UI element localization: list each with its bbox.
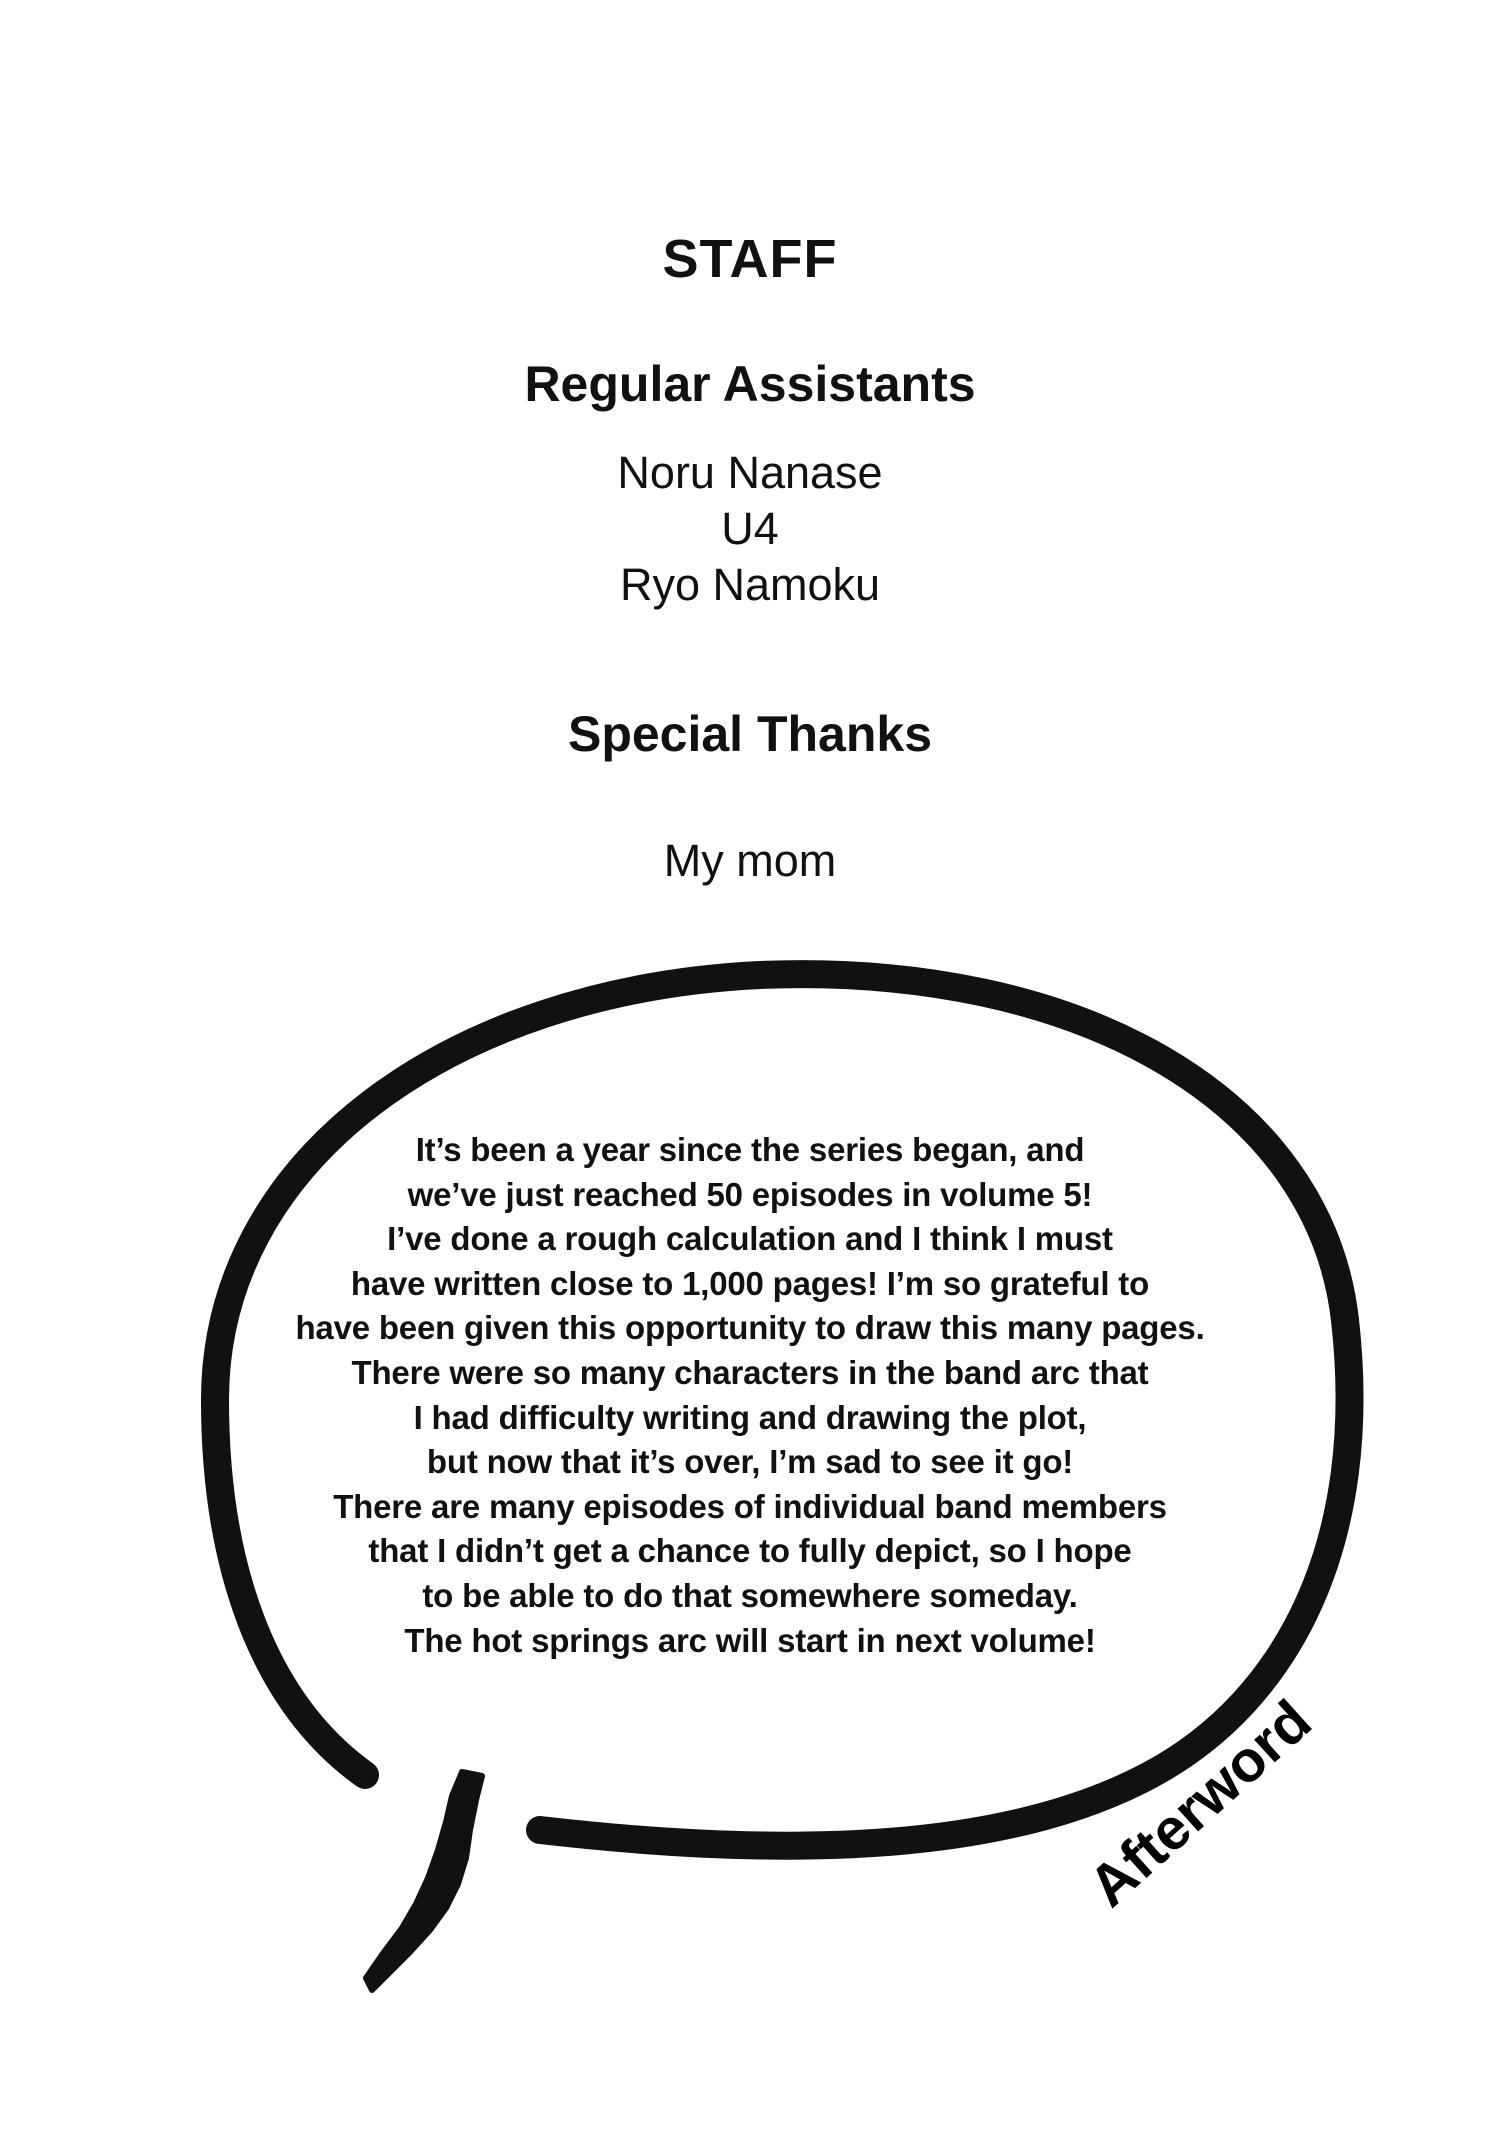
message-line: but now that it’s over, I’m sad to see it go! [426, 1443, 1074, 1481]
message-line: There were so many characters in the band arc that [351, 1353, 1149, 1391]
assistant-name: U4 [721, 503, 779, 554]
assistant-name: Ryo Namoku [619, 559, 881, 610]
message-line: that I didn’t get a chance to fully depict, so I hope [368, 1532, 1132, 1570]
special-thanks-name: My mom [663, 835, 837, 886]
regular-assistants-heading: Regular Assistants [524, 356, 976, 412]
staff-title: STAFF [662, 229, 838, 289]
message-line: have written close to 1,000 pages! I’m so grateful to [350, 1264, 1150, 1302]
message-line: I’ve done a rough calculation and I think I must [387, 1220, 1113, 1258]
afterword-message [230, 1128, 1270, 1663]
message-line: I had difficulty writing and drawing the plot, [413, 1398, 1087, 1436]
message-line: we’ve just reached 50 episodes in volume 5! [407, 1175, 1093, 1213]
assistant-name: Noru Nanase [617, 447, 883, 498]
afterword-label: Afterword [1076, 1687, 1324, 1920]
message-line: It’s been a year since the series began, and [415, 1131, 1085, 1168]
message-line: have been given this opportunity to draw this many pages. [295, 1309, 1205, 1347]
special-thanks-heading: Special Thanks [567, 706, 933, 762]
message-line: The hot springs arc will start in next volume! [404, 1621, 1096, 1659]
message-line: There are many episodes of individual band members [333, 1487, 1167, 1525]
message-line: to be able to do that somewhere someday. [422, 1576, 1078, 1614]
